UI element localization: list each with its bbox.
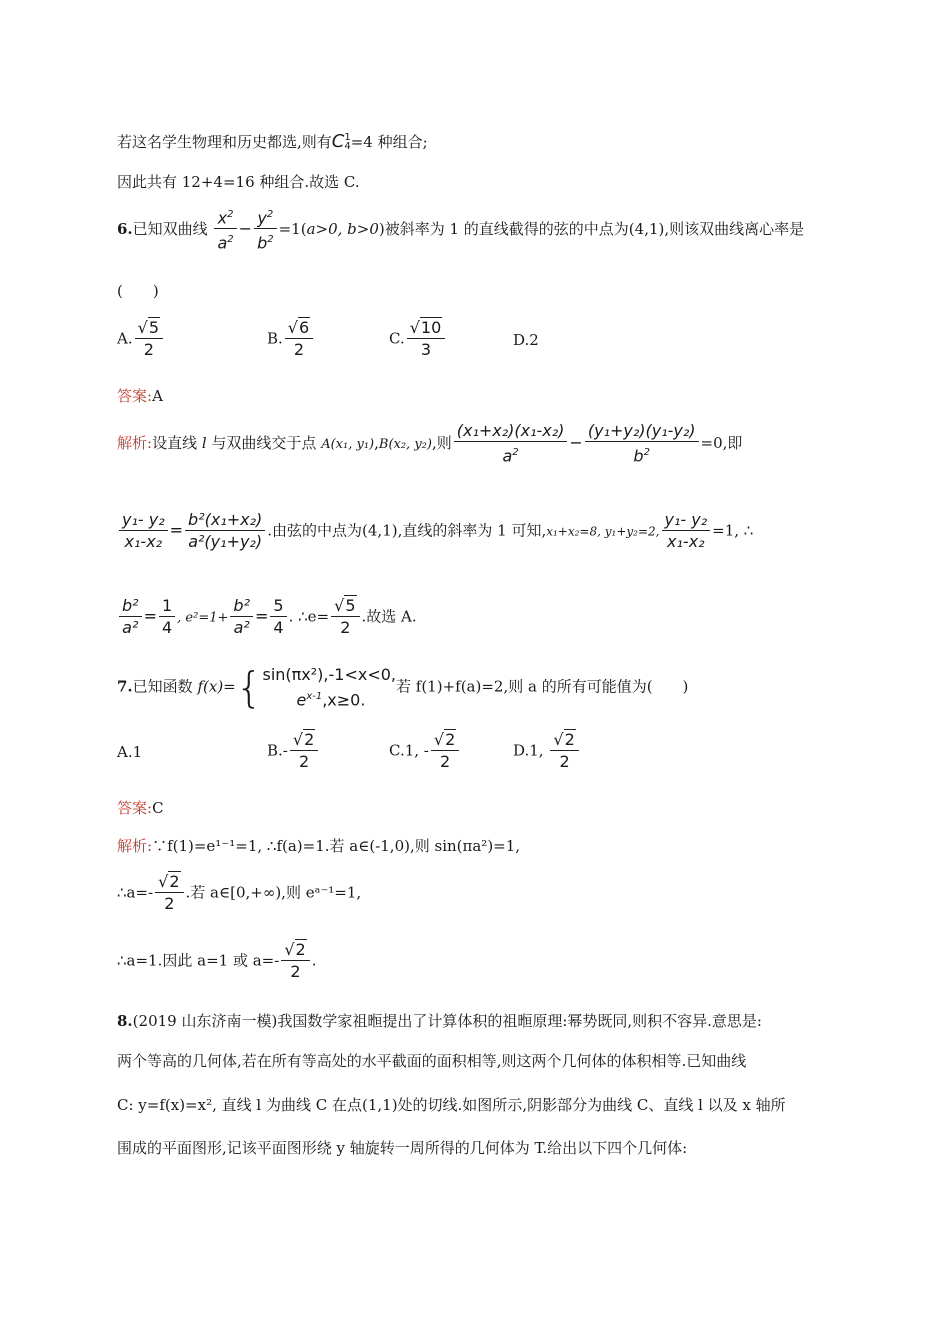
- question-7-explanation-1: 解析:∵f(1)=e¹⁻¹=1, ∴f(a)=1.若 a∈(-1,0),则 sin(πa²)=1,: [117, 837, 521, 855]
- expl-fraction-x: $\frac{\text{(x₁+x₂)(x₁-x₂)}}{a^2}$: [454, 421, 568, 467]
- text-line-1: 若这名学生物理和历史都选,则有C 1 4 =4 种组合;: [117, 131, 428, 152]
- question-6-stem: 6.已知双曲线 $\frac{x^2}{a^2}$ − $\frac{y^2}{b^2}$ =1(a>0, b>0)被斜率为 1 的直线截得的弦的中点为(4,1),则该双曲线离心率是: [117, 205, 804, 255]
- question-6-options: [117, 318, 663, 361]
- question-8-line-3: C: y=f(x)=x², 直线 l 为曲线 C 在点(1,1)处的切线.如图所示,阴影部分为曲线 C、直线 l 以及 x 轴所: [117, 1096, 786, 1114]
- question-7-explanation-3: ∴a=1.因此 a=1 或 a=- $\frac{√2}{2}$ .: [117, 940, 317, 981]
- question-8-line-1: 8.(2019 山东济南一模)我国数学家祖暅提出了计算体积的祖暅原理:幂势既同,则积不容异.意思是:: [117, 1012, 762, 1030]
- hyperbola-fraction-y: $\frac{y^2}{b^2}$: [254, 205, 277, 255]
- option-7-b: B.- $\frac{√2}{2}$: [267, 730, 389, 773]
- question-6-explanation-3: $\frac{\text{b²}}{\text{a²}}$ = $\frac{1}{4}$ , e²=1+ $\frac{\text{b²}}{\text{a²}}$ = $\frac{5}{4}$ . ∴e= $\frac{√5}{2}$ .故选 A.: [117, 596, 417, 639]
- option-6-d: D.2: [513, 330, 539, 349]
- combination-symbol: C 1 4: [331, 131, 351, 152]
- question-6-explanation-1: 解析:设直线 l 与双曲线交于点 A(x₁, y₁),B(x₂, y₂),则 $\frac{\text{(x₁+x₂)(x₁-x₂)}}{a^2}$ − $\frac{\text{(y₁+y₂)(y₁-y₂)}}{b^2}$ =0,即: [117, 421, 743, 466]
- option-6-b: B. $\frac{√6}{2}$: [267, 318, 389, 361]
- question-6-answer: 答案:A: [117, 387, 163, 405]
- question-6-paren: ( ): [117, 282, 159, 300]
- question-7-answer: 答案:C: [117, 799, 164, 817]
- question-6-explanation-2: $\frac{\text{y₁- y₂}}{\text{x₁-x₂}}$ = $\frac{\text{b²(x₁+x₂)}}{\text{a²(y₁+y₂)}}$ .由弦的中点为(4,1),直线的斜率为 1 可知,x₁+x₂=8, y₁+y₂=2, $\frac{\text{y₁- y₂}}{\text{x₁-x₂}}$ =1, ∴: [117, 510, 753, 553]
- option-7-a: A.1: [117, 742, 143, 761]
- option-6-a: A. $\frac{√5}{2}$: [117, 318, 267, 361]
- question-8-line-2: 两个等高的几何体,若在所有等高处的水平截面的面积相等,则这两个几何体的体积相等.已知曲线: [117, 1052, 747, 1070]
- question-7-stem: 7.已知函数 f(x)={ sin(πx²),-1<x<0, $e^{x-1},x\ge 0$. 若 f(1)+f(a)=2,则 a 的所有可能值为( ): [117, 662, 689, 712]
- hyperbola-fraction-x: $\frac{x^2}{a^2}$: [214, 205, 236, 255]
- option-7-c: C.1, - $\frac{√2}{2}$: [389, 730, 513, 773]
- question-7-options: [117, 730, 663, 773]
- option-6-c: C. $\frac{√10}{3}$: [389, 318, 513, 361]
- question-8-line-4: 围成的平面图形,记该平面图形绕 y 轴旋转一周所得的几何体为 T.给出以下四个几何体:: [117, 1139, 688, 1157]
- question-7-explanation-2: ∴a=- $\frac{√2}{2}$ .若 a∈[0,+∞),则 eᵃ⁻¹=1,: [117, 872, 362, 913]
- expl-fraction-y: $\frac{\text{(y₁+y₂)(y₁-y₂)}}{b^2}$: [585, 421, 699, 467]
- piecewise-brace: {: [235, 662, 263, 712]
- option-7-d: D.1, $\frac{√2}{2}$: [513, 730, 663, 773]
- text-line-2: 因此共有 12+4=16 种组合.故选 C.: [117, 173, 360, 191]
- piecewise-cases: sin(πx²),-1<x<0, $e^{x-1},x\ge 0$.: [262, 665, 396, 710]
